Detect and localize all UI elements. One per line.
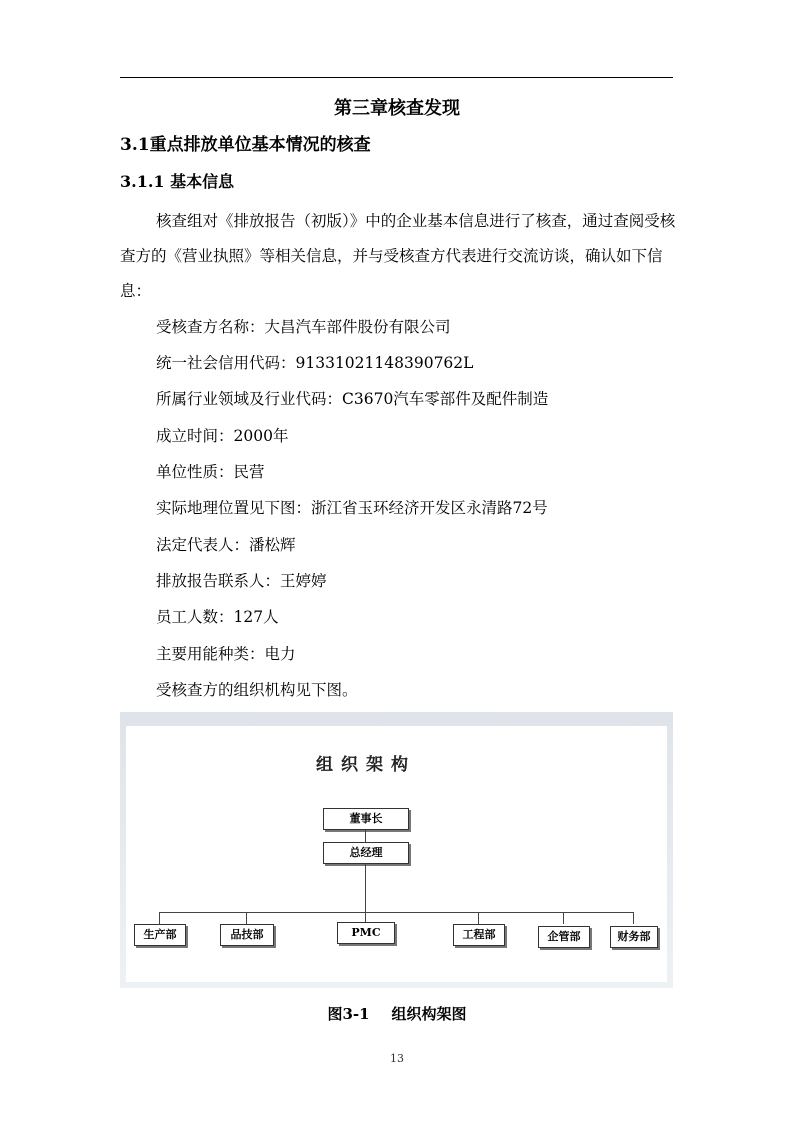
info-line: 员工人数：127人 bbox=[156, 608, 279, 626]
info-line: 受核查方名称：大昌汽车部件股份有限公司 bbox=[156, 318, 451, 336]
info-line: 排放报告联系人：王婷婷 bbox=[156, 572, 327, 590]
org-box-department: 品技部 bbox=[220, 924, 274, 946]
org-chart-canvas bbox=[126, 726, 667, 982]
org-connector bbox=[159, 912, 160, 924]
intro-paragraph: 核查组对《排放报告（初版）》中的企业基本信息进行了核查，通过查阅受核查方的《营业执照》等相关信息，并与受核查方代表进行交流访谈，确认如下信息： bbox=[120, 212, 676, 300]
org-box-general-manager: 总经理 bbox=[323, 842, 409, 864]
figure-caption-number: 图3-1 bbox=[327, 1005, 370, 1023]
figure-caption bbox=[0, 1003, 794, 1024]
org-connector bbox=[365, 864, 366, 912]
info-line: 主要用能种类：电力 bbox=[156, 645, 296, 663]
org-connector bbox=[365, 830, 366, 842]
chapter-title: 第三章核查发现 bbox=[334, 98, 460, 119]
info-line: 成立时间：2000年 bbox=[156, 427, 289, 445]
subsection-title: 3.1.1 基本信息 bbox=[120, 172, 235, 191]
org-box-department: 财务部 bbox=[610, 926, 658, 948]
org-box-department: PMC bbox=[337, 922, 395, 944]
header-rule bbox=[120, 77, 673, 78]
org-box-department: 生产部 bbox=[134, 924, 186, 946]
org-connector bbox=[563, 912, 564, 924]
info-line: 所属行业领域及行业代码：C3670汽车零部件及配件制造 bbox=[156, 390, 549, 408]
org-connector bbox=[246, 912, 247, 924]
info-line: 统一社会信用代码：91331021148390762L bbox=[156, 354, 474, 372]
org-box-chairman: 董事长 bbox=[323, 808, 409, 830]
info-line: 单位性质：民营 bbox=[156, 463, 265, 481]
section-title: 3.1重点排放单位基本情况的核查 bbox=[120, 135, 371, 155]
org-box-department: 企管部 bbox=[538, 926, 590, 948]
figure-caption-text: 组织构架图 bbox=[391, 1005, 467, 1023]
org-connector bbox=[633, 912, 634, 924]
org-branch-line bbox=[159, 912, 633, 913]
org-chart-figure bbox=[120, 712, 673, 988]
org-box-department: 工程部 bbox=[453, 924, 505, 946]
info-line: 受核查方的组织机构见下图。 bbox=[156, 681, 358, 699]
org-chart-title: 组织架构 bbox=[316, 755, 416, 775]
info-line: 实际地理位置见下图：浙江省玉环经济开发区永清路72号 bbox=[156, 499, 548, 517]
info-line: 法定代表人：潘松辉 bbox=[156, 536, 296, 554]
org-connector bbox=[478, 912, 479, 924]
page-number: 13 bbox=[390, 1052, 404, 1065]
